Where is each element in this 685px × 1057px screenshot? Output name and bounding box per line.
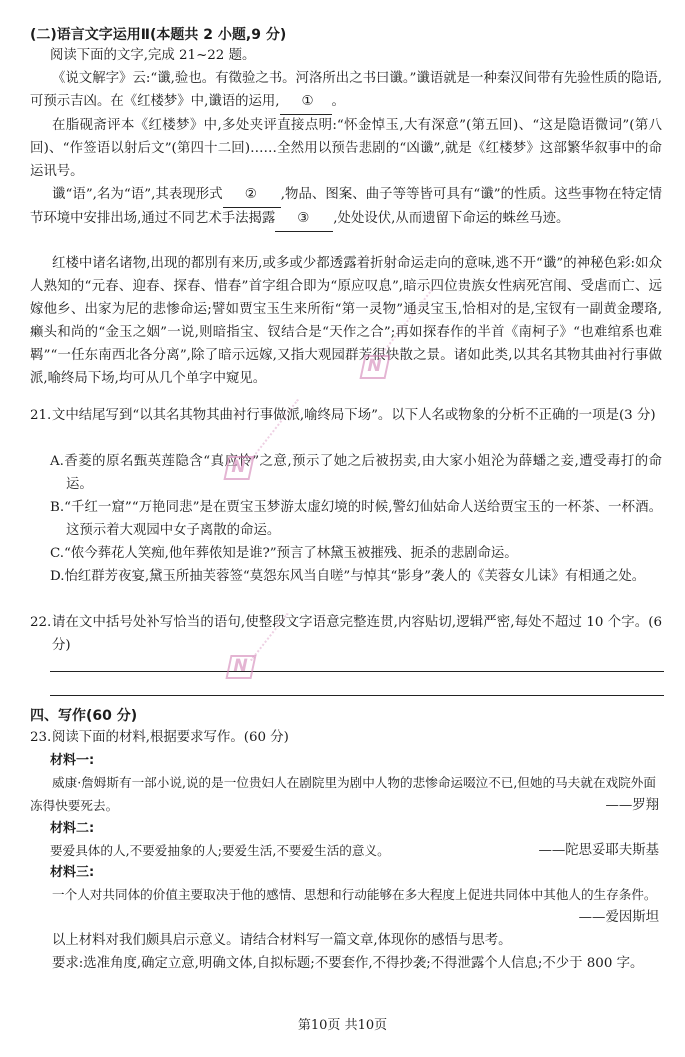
- answer-line-1: [50, 671, 664, 672]
- page-footer: 第10页 共10页: [297, 1018, 388, 1033]
- question-22-number: 22.: [30, 615, 52, 630]
- question-23-requirements: 要求:选准角度,确定立意,明确文体,自拟标题;不要套作,不得抄袭;不得泄露个人信息;不少于 800 字。: [52, 956, 644, 971]
- question-22-stem: 请在文中括号处补写恰当的语句,使整段文字语意完整连贯,内容贴切,逻辑严密,每处不超过 10 个字。(6 分): [52, 615, 662, 653]
- passage-paragraph-1: 《说文解字》云:“谶,验也。有徵验之书。河洛所出之书曰谶。”谶语就是一种秦汉间带有先验性质的隐语,可预示吉凶。在《红楼梦》中,谶语的运用, ① 。: [30, 68, 662, 115]
- question-23-prompt: 以上材料对我们颇具启示意义。请结合材料写一篇文章,体现你的感悟与思考。: [52, 933, 512, 948]
- material-2-author: ——陀思妥耶夫斯基: [538, 843, 659, 858]
- question-21-stem: 文中结尾写到“以其名其物其曲衬行事做派,喻终局下场”。以下人名或物象的分析不正确的一项是(3 分): [52, 408, 656, 423]
- material-2-label: 材料二:: [50, 821, 95, 836]
- material-3-author: ——爱因斯坦: [578, 910, 659, 925]
- passage-paragraph-3: 谶“语”,名为“语”,其表现形式 ② ,物品、图案、曲子等等皆可具有“谶”的性质。这些事物在特定情节环境中安排出场,通过不同艺术手法揭露 ③ ,处处设伏,从而遗留下命运的蛛丝马迹。: [30, 184, 662, 232]
- question-23-stem: 阅读下面的材料,根据要求写作。(60 分): [52, 730, 289, 745]
- blank-3: ③: [275, 208, 333, 232]
- passage-paragraph-2: 在脂砚斋评本《红楼梦》中,多处夹评直接点明:“怀金悼玉,大有深意”(第五回)、“这是隐语微词”(第八回)、“作签语以射后文”(第四十二回)……全然用以预告悲剧的“凶谶”,就是《红楼梦》这部繁华叙事中的命运讯号。: [30, 118, 662, 179]
- material-1-text: 威康·詹姆斯有一部小说,说的是一位贵妇人在剧院里为剧中人物的悲惨命运啜泣不已,但她的马夫就在戏院外面冻得快要死去。: [30, 775, 656, 813]
- watermark-logo: [359, 355, 390, 379]
- answer-line-2: [50, 695, 664, 696]
- material-1-label: 材料一:: [50, 753, 95, 768]
- material-1-author: ——罗翔: [605, 798, 659, 813]
- blank-2: ②: [223, 184, 281, 208]
- section-2-title: (二)语言文字运用Ⅱ(本题共 2 小题,9 分): [30, 27, 287, 43]
- material-3-label: 材料三:: [50, 865, 95, 880]
- question-21-option-c: C.“侬今葬花人笑痴,他年葬侬知是谁?”预言了林黛玉被摧残、扼杀的悲剧命运。: [50, 546, 518, 561]
- passage-paragraph-4: 红楼中诸名诸物,出现的都別有来历,或多或少都透露着折射命运走向的意味,逃不开“谶”的神秘色彩:如众人熟知的“元春、迎春、探春、惜春”首字组合即为“原应叹息”,暗示四位贵族女性病死宫闱、受虐而亡、远嫁他乡、出家为尼的悲惨命运;譬如贾宝玉生来所衔“第一灵物”通灵宝玉,恰相对的是,宝钗有一副黄金璎珞,癞头和尚的“金玉之姻”一说,则暗指宝、钗结合是“天作之合”;再如探春作的半首《南柯子》“也难绾系也难羁”“一任东南西北各分离”,除了暗示远嫁,又指大观园群芳很快散之景。诸如此类,以其名其物其曲衬行事做派,喻终局下场,均可从几个单字中窥见。: [30, 256, 662, 386]
- blank-1: ①: [280, 91, 332, 115]
- material-3-text: 一个人对共同体的价值主要取决于他的感情、思想和行动能够在多大程度上促进共同体中其他人的生存条件。: [52, 887, 657, 902]
- section-4-title: 四、写作(60 分): [30, 708, 138, 724]
- question-21-option-d: D.怡红群芳夜宴,黛玉所抽芙蓉签“莫怨东风当自嗟”与悼其“影身”袭人的《芙蓉女儿诔》有相通之处。: [50, 569, 646, 584]
- section-2-instruction: 阅读下面的文字,完成 21~22 题。: [50, 48, 256, 63]
- question-21-number: 21.: [30, 408, 52, 423]
- question-23-number: 23.: [30, 730, 52, 745]
- question-21-option-b: B.“千红一窟”“万艳同悲”是在贾宝玉梦游太虚幻境的时候,警幻仙姑命人送给贾宝玉的一杯茶、一杯酒。这预示着大观园中女子离散的命运。: [50, 500, 662, 538]
- question-21-option-a: A.香菱的原名甄英莲隐含“真应怜”之意,预示了她之后被拐卖,由大家小姐沦为薛蟠之妾,遭受毒打的命运。: [50, 454, 662, 492]
- material-2-text: 要爱具体的人,不要爱抽象的人;要爱生活,不要爱生活的意义。: [50, 843, 390, 858]
